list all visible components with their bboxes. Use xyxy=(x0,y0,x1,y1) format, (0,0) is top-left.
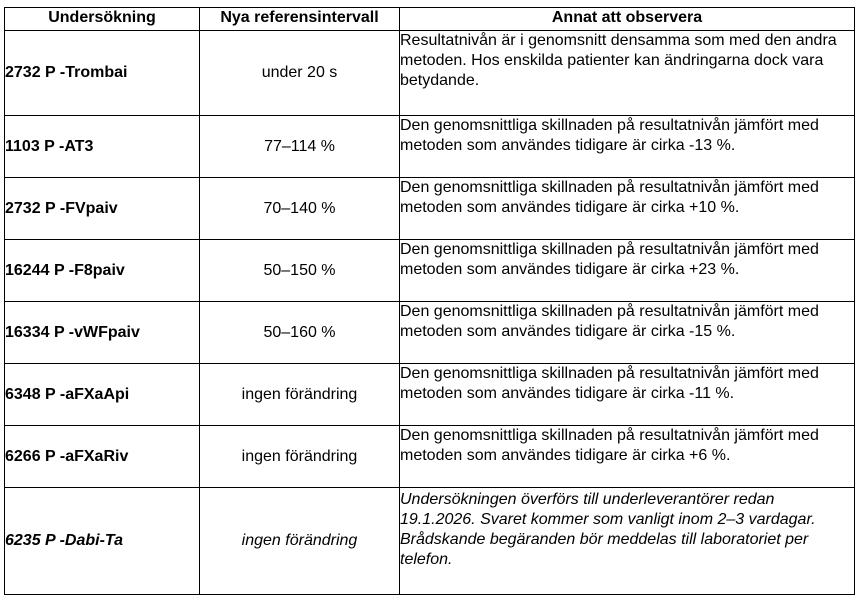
reference-interval: ingen förändring xyxy=(200,426,400,488)
observation-note: Den genomsnittliga skillnaden på resultatnivån jämfört med metoden som användes tidigare är cirka -11 %. xyxy=(400,364,855,426)
header-reference: Nya referensintervall xyxy=(200,8,400,31)
reference-interval: ingen förändring xyxy=(200,488,400,595)
header-row xyxy=(5,8,855,31)
table-row xyxy=(5,302,855,364)
table-row xyxy=(5,364,855,426)
test-name: 6235 P -Dabi-Ta xyxy=(5,488,200,595)
header-notes: Annat att observera xyxy=(400,8,855,31)
reference-interval-table xyxy=(4,7,855,595)
observation-note: Den genomsnittliga skillnaden på resultatnivån jämfört med metoden som användes tidigare är cirka +23 %. xyxy=(400,240,855,302)
test-name: 6348 P -aFXaApi xyxy=(5,364,200,426)
table-row xyxy=(5,178,855,240)
observation-note: Den genomsnittliga skillnaden på resultatnivån jämfört med metoden som användes tidigare är cirka -13 %. xyxy=(400,116,855,178)
table-row xyxy=(5,31,855,116)
reference-interval: 50–150 % xyxy=(200,240,400,302)
reference-interval: 77–114 % xyxy=(200,116,400,178)
observation-note: Den genomsnittliga skillnaden på resultatnivån jämfört med metoden som användes tidigare är cirka +6 %. xyxy=(400,426,855,488)
table-row xyxy=(5,240,855,302)
table-row xyxy=(5,116,855,178)
header-test: Undersökning xyxy=(5,8,200,31)
test-name: 16334 P -vWFpaiv xyxy=(5,302,200,364)
observation-note: Den genomsnittliga skillnaden på resultatnivån jämfört med metoden som användes tidigare är cirka +10 %. xyxy=(400,178,855,240)
reference-interval: 50–160 % xyxy=(200,302,400,364)
observation-note: Resultatnivån är i genomsnitt densamma som med den andra metoden. Hos enskilda patienter kan ändringarna dock vara betydande. xyxy=(400,31,855,116)
reference-interval: 70–140 % xyxy=(200,178,400,240)
reference-interval: under 20 s xyxy=(200,31,400,116)
test-name: 16244 P -F8paiv xyxy=(5,240,200,302)
test-name: 2732 P -FVpaiv xyxy=(5,178,200,240)
observation-note: Undersökningen överförs till underleverantörer redan 19.1.2026. Svaret kommer som vanligt inom 2–3 vardagar. Brådskande begäranden bör meddelas till laboratoriet per telefon. xyxy=(400,488,855,595)
reference-interval: ingen förändring xyxy=(200,364,400,426)
test-name: 6266 P -aFXaRiv xyxy=(5,426,200,488)
test-name: 1103 P -AT3 xyxy=(5,116,200,178)
table-row xyxy=(5,426,855,488)
test-name: 2732 P -Trombai xyxy=(5,31,200,116)
table-row xyxy=(5,488,855,595)
observation-note: Den genomsnittliga skillnaden på resultatnivån jämfört med metoden som användes tidigare är cirka -15 %. xyxy=(400,302,855,364)
